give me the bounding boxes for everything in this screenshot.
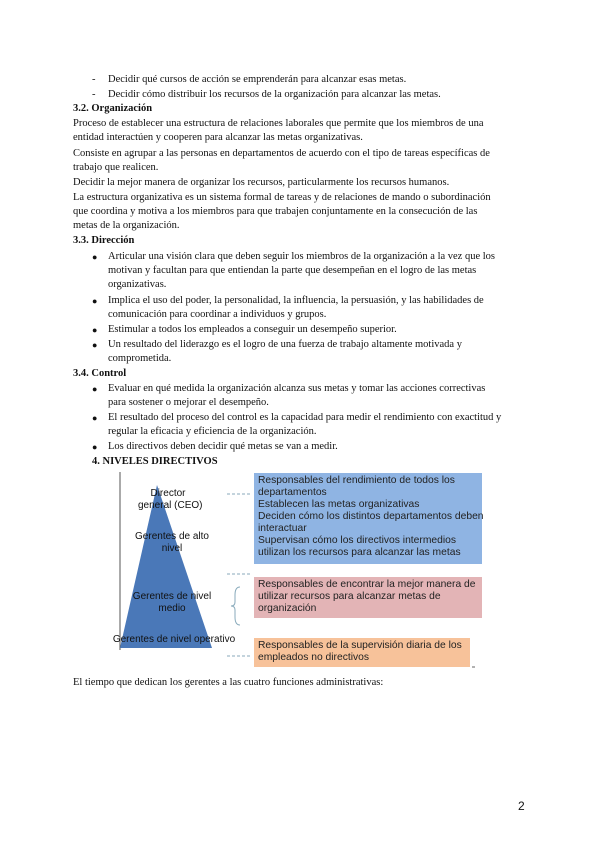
level-label-alto <box>132 531 212 555</box>
bullet-line: organizativas. <box>108 279 167 290</box>
responsibilities-box-bottom <box>254 638 470 667</box>
level-label-operativo <box>112 634 236 646</box>
closing-line: El tiempo que dedican los gerentes a las cuatro funciones administrativas: <box>73 677 384 688</box>
bullet-line: comprometida. <box>108 353 172 364</box>
box-text: Responsables del rendimiento de todos los <box>258 475 455 486</box>
planning-item: Decidir qué cursos de acción se emprenderán para alcanzar esas metas. <box>108 74 407 85</box>
bullet-marker: ● <box>92 252 98 262</box>
level-text: Gerentes de nivel <box>132 591 212 602</box>
responsibilities-box-mid <box>254 577 482 618</box>
bullet-line: Estimular a todos los empleados a conseguir un desempeño superior. <box>108 324 397 335</box>
paragraph-line: trabajo que realicen. <box>73 162 159 173</box>
level-text: medio <box>158 603 186 614</box>
box-text: Responsables de la supervisión diaria de los <box>258 640 462 651</box>
bullet-line: regular la eficacia y eficiencia de la organización. <box>108 426 317 437</box>
bullet-marker: ● <box>92 442 98 452</box>
responsibilities-box-top <box>254 473 482 564</box>
section-heading-direccion: 3.3. Dirección <box>73 235 135 246</box>
brace-shape <box>231 587 240 625</box>
dash-marker: - <box>92 89 96 100</box>
bullet-marker: ● <box>92 325 98 335</box>
bullet-marker: ● <box>92 296 98 306</box>
paragraph-line: La estructura organizativa es un sistema formal de tareas y de relaciones de mando o subordinación <box>73 192 491 203</box>
paragraph-line: Decidir la mejor manera de organizar los recursos, particularmente los recursos humanos. <box>73 177 450 188</box>
box-text: Deciden cómo los distintos departamentos deben <box>258 511 484 522</box>
box-text: interactuar <box>258 523 307 534</box>
section-heading-organizacion: 3.2. Organización <box>73 103 153 114</box>
bullet-line: El resultado del proceso del control es la capacidad para medir el rendimiento con exactitud y <box>108 412 502 423</box>
management-levels-diagram <box>112 470 492 670</box>
bullet-line: comunicación para coordinar a individuos y grupos. <box>108 309 327 320</box>
bullet-line: Los directivos deben decidir qué metas se van a medir. <box>108 441 338 452</box>
level-label-medio <box>130 591 214 615</box>
box-text: empleados no directivos <box>258 652 370 663</box>
level-text: Director <box>150 488 186 499</box>
box-text: Establecen las metas organizativas <box>258 499 420 510</box>
planning-item: Decidir cómo distribuir los recursos de la organización para alcanzar las metas. <box>108 89 441 100</box>
bullet-marker: ● <box>92 413 98 423</box>
level-text: nivel <box>161 543 183 554</box>
paragraph-line: metas de la organización. <box>73 220 180 231</box>
box-text: Supervisan cómo los directivos intermedios <box>258 535 457 546</box>
level-text: Gerentes de alto <box>135 531 209 542</box>
paragraph-line: Consiste en agrupar a las personas en departamentos de acuerdo con el tipo de tareas específicas de <box>73 148 490 159</box>
section-heading-niveles: 4. NIVELES DIRECTIVOS <box>92 456 218 467</box>
bullet-line: motivan y facultan para que entiendan la parte que desempeñan en el logro de las metas <box>108 265 477 276</box>
level-text: Gerentes de nivel operativo <box>112 634 236 645</box>
bullet-line: Articular una visión clara que deben seguir los miembros de la organización a la vez que los <box>108 251 496 262</box>
box-text: organización <box>258 603 317 614</box>
bullet-line: Un resultado del liderazgo es el logro de una fuerza de trabajo altamente motivada y <box>108 339 462 350</box>
paragraph-line: que coordina y motiva a los miembros para que trabajen conjuntamente en la consecución de las <box>73 206 478 217</box>
level-text: general (CEO) <box>138 500 203 511</box>
page-number: 2 <box>518 799 525 813</box>
section-heading-control: 3.4. Control <box>73 368 127 379</box>
dash-marker: - <box>92 74 96 85</box>
paragraph-line: Proceso de establecer una estructura de relaciones laborales que permite que los miembros de una <box>73 118 484 129</box>
bullet-marker: ● <box>92 340 98 350</box>
box-text: Responsables de encontrar la mejor manera de <box>258 579 476 590</box>
box-text: utilizan los recursos para alcanzar las metas <box>258 547 461 558</box>
paragraph-line: entidad interactúen y cooperen para alcanzar las metas organizativas. <box>73 132 363 143</box>
bullet-marker: ● <box>92 384 98 394</box>
bullet-line: para sostener o mejorar el desempeño. <box>108 397 269 408</box>
level-label-ceo <box>138 488 203 512</box>
bullet-line: Implica el uso del poder, la personalidad, la influencia, la persuasión, y las habilidades de <box>108 295 484 306</box>
box-text: utilizar recursos para alcanzar metas de <box>258 591 441 602</box>
bullet-line: Evaluar en qué medida la organización alcanza sus metas y tomar las acciones correctivas <box>108 383 486 394</box>
box-text: departamentos <box>258 487 327 498</box>
